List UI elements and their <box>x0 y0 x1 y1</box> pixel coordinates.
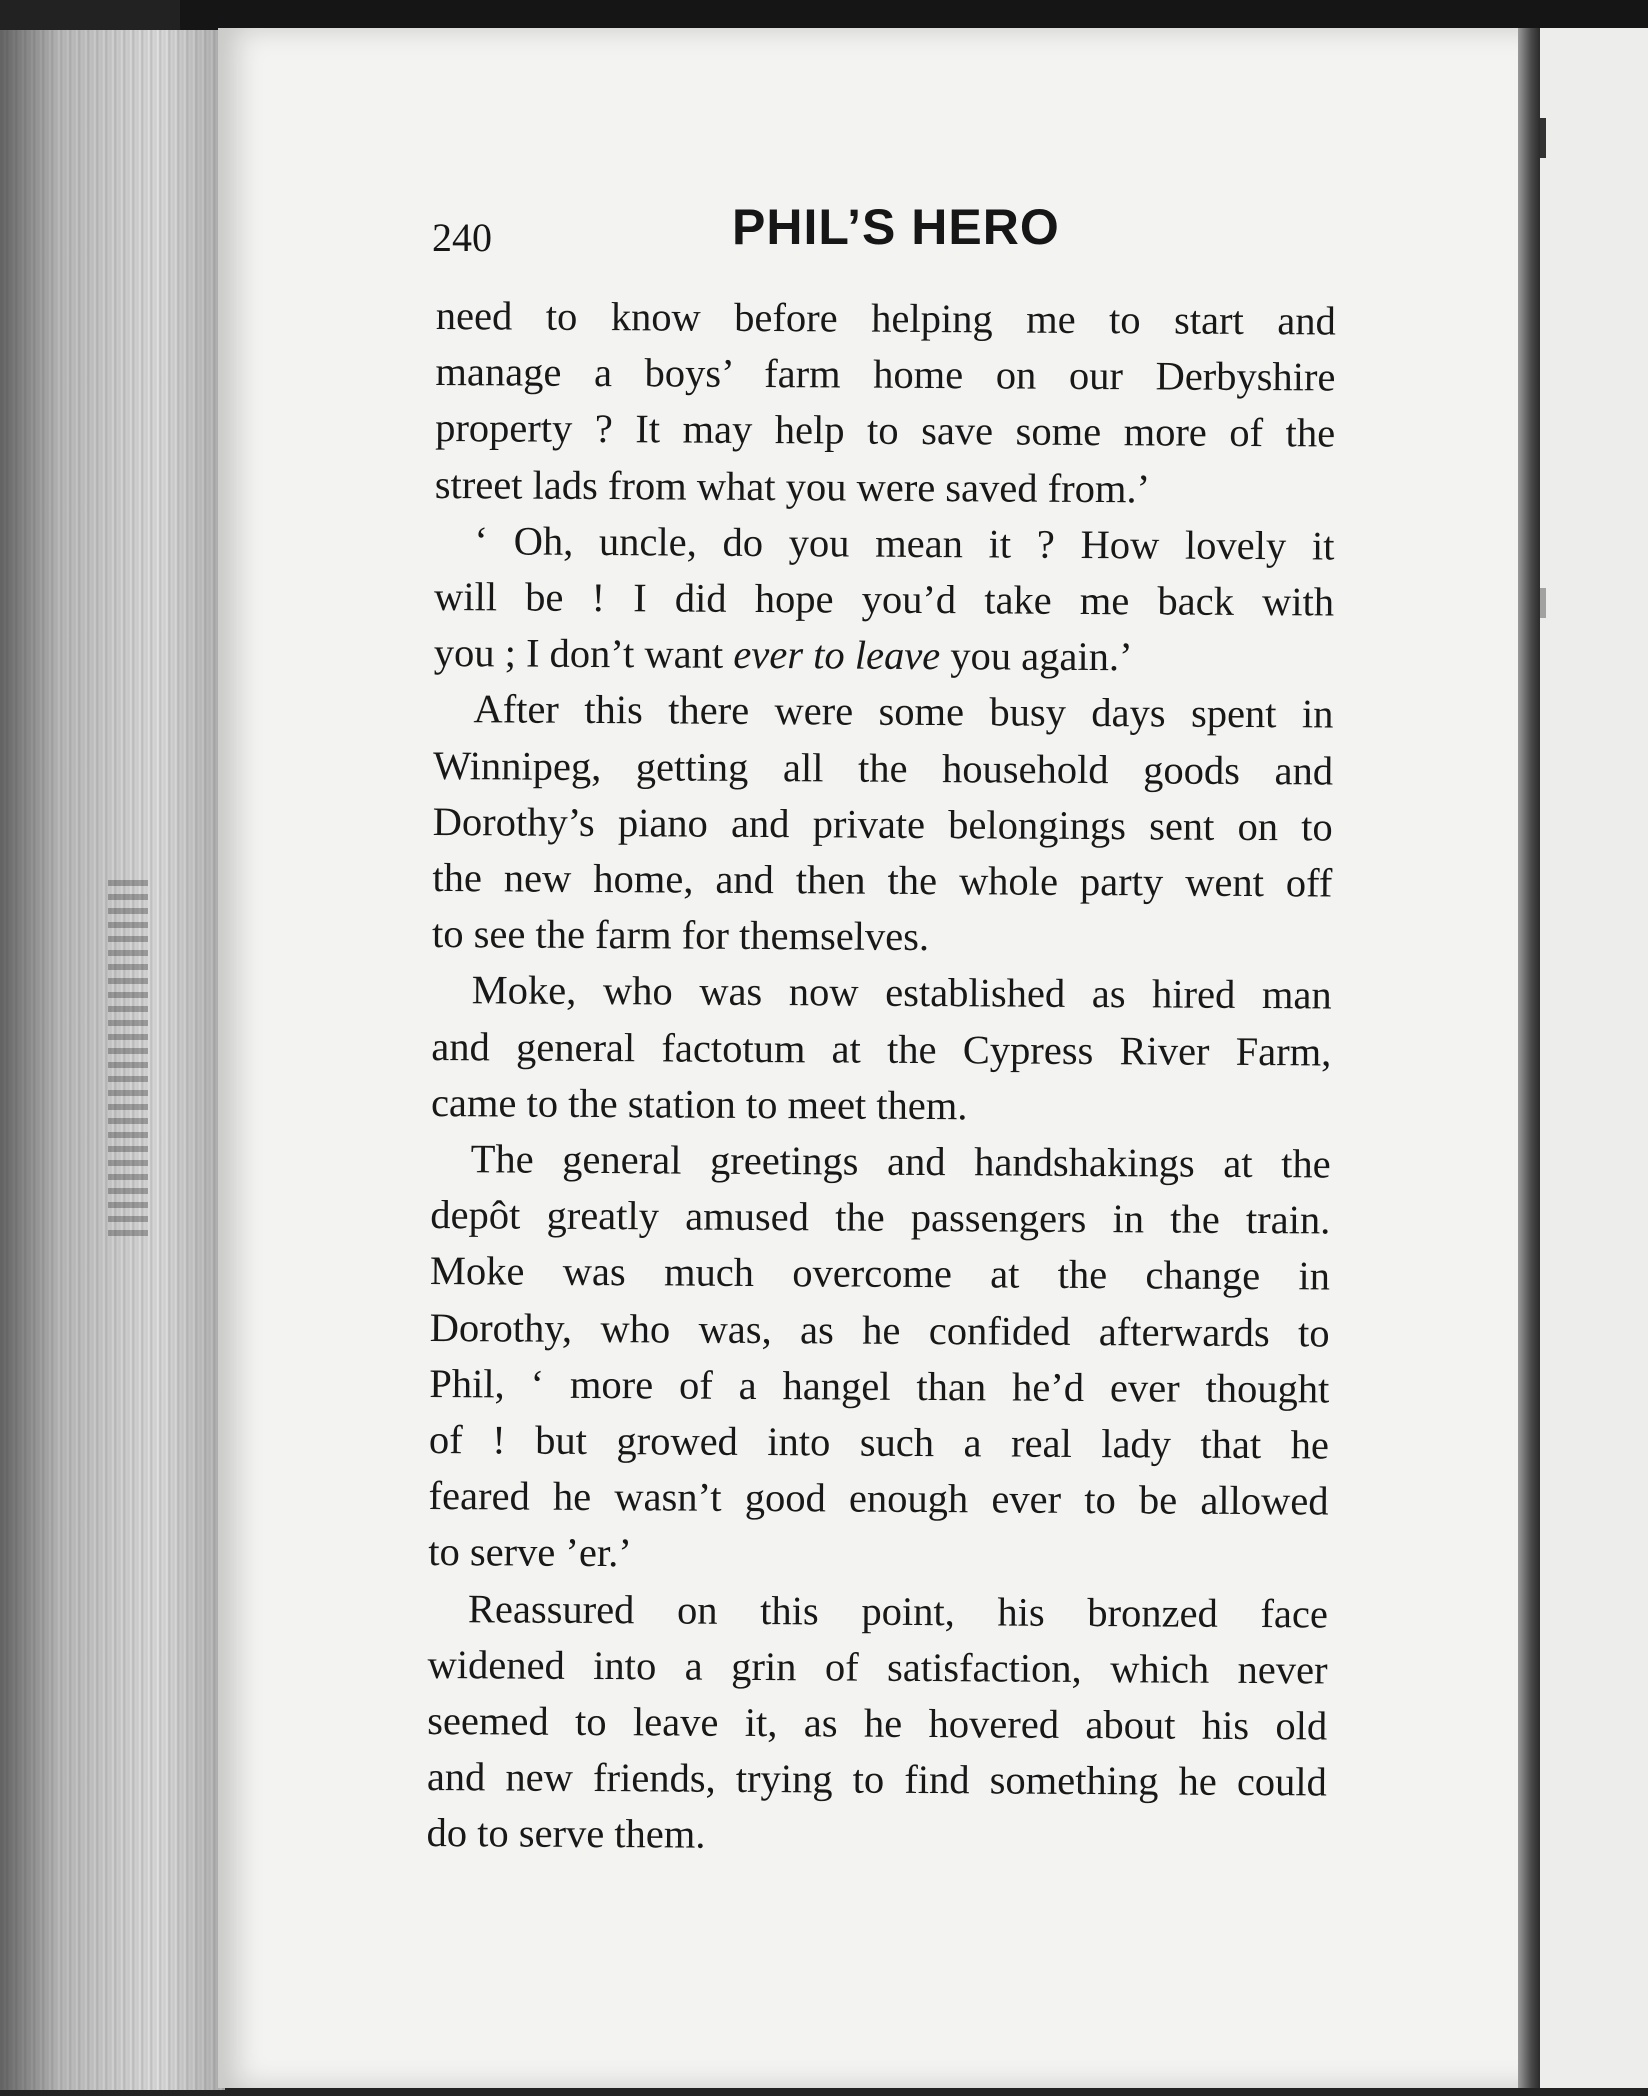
text-line <box>434 625 1334 687</box>
text-line: will be ! I did hope you’d take me back with <box>433 574 1335 625</box>
book-gutter <box>1518 28 1540 2088</box>
text-line: Winnipeg, getting all the household goods and <box>432 742 1334 794</box>
text-line: ‘ Oh, uncle, do you mean it ? How lovely it <box>474 518 1335 569</box>
edge-marking <box>108 880 148 1240</box>
emphasized-text: ever to leave <box>733 632 941 679</box>
paragraph <box>432 681 1334 968</box>
running-head <box>432 198 1332 268</box>
page-number: 240 <box>432 215 492 260</box>
paragraph <box>426 1581 1328 1868</box>
text-line: Dorothy’s piano and private belongings sent on to <box>432 798 1333 850</box>
text-line: Moke was much overcome at the change in <box>429 1248 1331 1299</box>
text-line: the new home, and then the whole party went off <box>432 855 1333 906</box>
text-line: Phil, ‘ more of a hangel than he’d ever thought <box>429 1360 1330 1412</box>
text-line: came to the station to meet them. <box>430 1079 968 1129</box>
text-line: Reassured on this point, his bronzed face <box>467 1585 1329 1637</box>
text-line: and new friends, trying to find something he could <box>426 1754 1328 1805</box>
text-line: of ! but growed into such a real lady that he <box>428 1417 1330 1468</box>
text-line: do to serve them. <box>426 1810 706 1858</box>
text-line: need to know before helping me to start and <box>435 292 1336 344</box>
paragraph <box>435 288 1336 518</box>
paragraph <box>428 1131 1331 1586</box>
text-line: street lads from what you were saved from.’ <box>434 461 1151 511</box>
text-line: Moke, who was now established as hired man <box>471 967 1332 1018</box>
text-line: Dorothy, who was, as he confided afterwards to <box>429 1304 1330 1356</box>
text-line: depôt greatly amused the passengers in the train. <box>430 1192 1331 1243</box>
text-line: After this there were some busy days spent in <box>473 686 1334 737</box>
text-line: to see the farm for themselves. <box>431 911 930 960</box>
text-run: you ; I don’t want <box>433 630 734 678</box>
text-run: you again.’ <box>940 633 1133 680</box>
body-text <box>426 288 1336 1867</box>
text-line: and general factotum at the Cypress River Farm, <box>431 1023 1332 1075</box>
facing-page-mark <box>1540 118 1546 158</box>
text-line: widened into a grin of satisfaction, which never <box>427 1641 1328 1693</box>
text-line: manage a boys’ farm home on our Derbyshire <box>435 349 1336 400</box>
paragraph <box>434 513 1335 687</box>
facing-page-mark <box>1540 588 1546 618</box>
text-line: to serve ’er.’ <box>428 1529 632 1576</box>
text-line: feared he wasn’t good enough ever to be allowed <box>428 1473 1329 1524</box>
paragraph <box>431 962 1332 1136</box>
text-line: property ? It may help to save some more of the <box>435 405 1336 456</box>
book-title: PHIL’S HERO <box>732 199 1060 255</box>
facing-page <box>1540 28 1648 2088</box>
text-line: seemed to leave it, as he hovered about his old <box>427 1698 1328 1749</box>
text-line: The general greetings and handshakings at the <box>470 1136 1331 1187</box>
